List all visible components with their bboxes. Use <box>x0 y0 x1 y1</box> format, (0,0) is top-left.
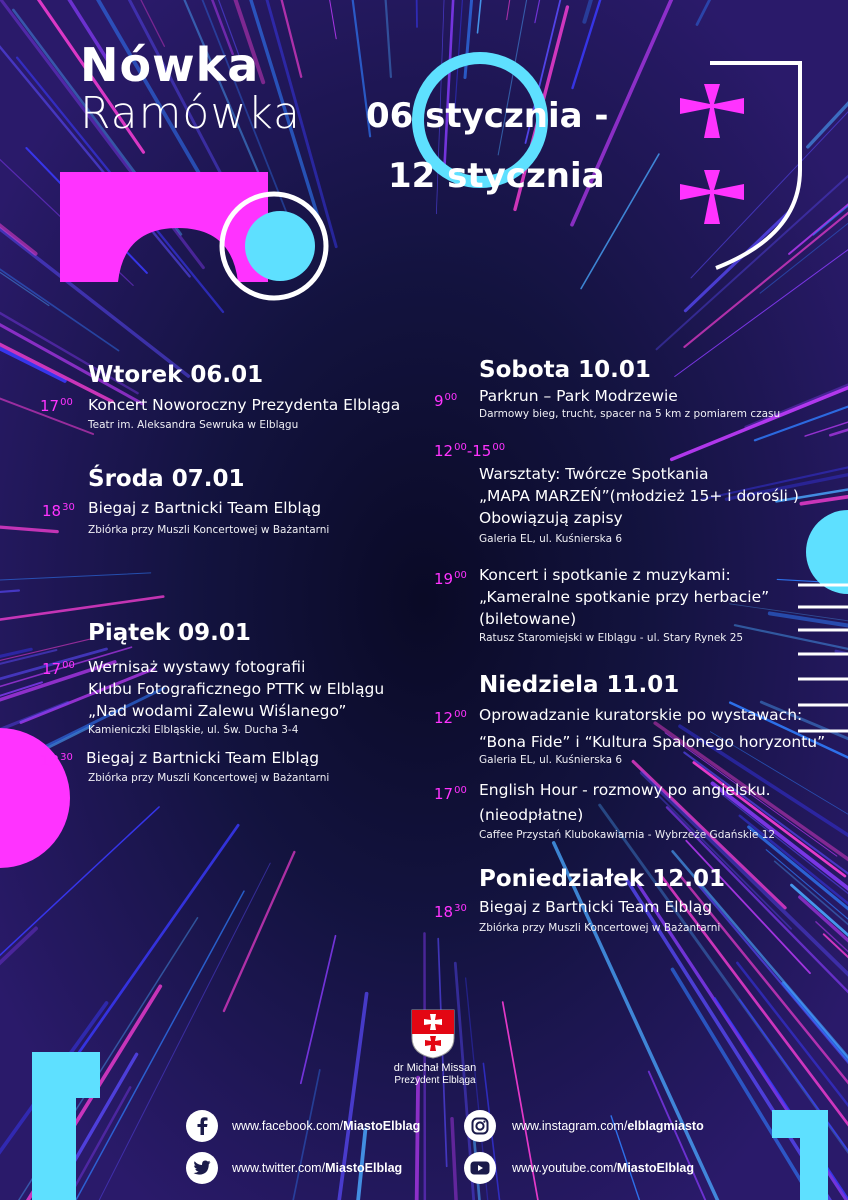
event-location: Caffee Przystań Klubokawiarnia - Wybrzeże Gdańskie 12 <box>479 829 776 841</box>
twitter-link[interactable]: www.twitter.com/MiastoElblag <box>232 1161 403 1175</box>
event-title: Wernisaż wystawy fotografii Klubu Fotograficznego PTTK w Elblągu „Nad wodami Zalewu Wiślanego” <box>88 658 385 720</box>
instagram-link[interactable]: www.instagram.com/elblagmiasto <box>512 1119 704 1133</box>
event-location: Zbiórka przy Muszli Koncertowej w Bażantarni <box>88 772 330 784</box>
event-title: Oprowadzanie kuratorskie po wystawach: “Bona Fide” i “Kultura Spalonego horyzontu” <box>479 706 826 751</box>
date-range-end: 12 stycznia <box>388 156 605 196</box>
event-time: $18^{30}$ <box>42 502 75 520</box>
twitter-icon[interactable] <box>186 1152 218 1184</box>
event-time: $12^{00}$ <box>434 709 467 727</box>
day-heading-wednesday: Środa 07.01 <box>88 466 245 492</box>
facebook-link[interactable]: www.facebook.com/MiastoElblag <box>232 1119 421 1133</box>
event-title: Koncert Noworoczny Prezydenta Elbląga <box>88 396 401 414</box>
youtube-link[interactable]: www.youtube.com/MiastoElblag <box>512 1161 695 1175</box>
event-time: $17^{00}$ <box>40 397 73 415</box>
event-time: $9^{00}$ <box>434 392 458 410</box>
event-time: $18^{30}$ <box>434 903 467 921</box>
event-title: Biegaj z Bartnicki Team Elbląg <box>479 898 713 916</box>
event-location: Ratusz Staromiejski w Elblągu - ul. Stary Rynek 25 <box>479 632 744 644</box>
event-title: Warsztaty: Twórcze Spotkania „MAPA MARZEŃ”(młodzież 15+ i dorośli ) Obowiązują zapisy <box>479 465 799 527</box>
day-heading-tuesday: Wtorek 06.01 <box>88 362 264 388</box>
day-heading-sunday: Niedziela 11.01 <box>479 672 680 698</box>
event-time: $19^{00}$ <box>434 570 467 588</box>
mayor-name: dr Michał Missan <box>393 1062 477 1074</box>
event-time: $18^{30}$ <box>40 752 73 770</box>
day-heading-monday: Poniedziałek 12.01 <box>479 866 725 892</box>
event-time: $17^{00}$ <box>42 660 75 678</box>
city-crest-logo <box>410 1008 456 1060</box>
instagram-icon[interactable] <box>464 1110 496 1142</box>
title-line-2: Ramówka <box>80 88 302 139</box>
event-location: Galeria EL, ul. Kuśnierska 6 <box>479 754 623 766</box>
facebook-icon[interactable] <box>186 1110 218 1142</box>
event-title: English Hour - rozmowy po angielsku. (nieodpłatne) <box>479 781 771 824</box>
event-location: Galeria EL, ul. Kuśnierska 6 <box>479 533 623 545</box>
event-location: Darmowy bieg, trucht, spacer na 5 km z pomiarem czasu <box>479 408 781 420</box>
event-location: Kamieniczki Elbląskie, ul. Św. Ducha 3-4 <box>88 724 299 736</box>
mayor-title: Prezydent Elbląga <box>394 1075 476 1086</box>
event-title: Biegaj z Bartnicki Team Elbląg <box>86 749 320 767</box>
date-range-start: 06 stycznia - <box>366 96 609 136</box>
event-location: Zbiórka przy Muszli Koncertowej w Bażantarni <box>88 524 330 536</box>
youtube-icon[interactable] <box>464 1152 496 1184</box>
day-heading-friday: Piątek 09.01 <box>88 620 251 646</box>
day-heading-saturday: Sobota 10.01 <box>479 357 651 383</box>
event-title: Parkrun – Park Modrzewie <box>479 387 678 405</box>
event-title: Koncert i spotkanie z muzykami: „Kameralne spotkanie przy herbacie” (biletowane) <box>479 566 770 628</box>
event-location: Zbiórka przy Muszli Koncertowej w Bażantarni <box>479 922 721 934</box>
event-time: $12^{00}-15^{00}$ <box>434 442 506 460</box>
event-time: $17^{00}$ <box>434 785 467 803</box>
event-title: Biegaj z Bartnicki Team Elbląg <box>88 499 322 517</box>
event-location: Teatr im. Aleksandra Sewruka w Elblągu <box>88 419 299 431</box>
title-line-1: Nówka <box>80 38 260 92</box>
